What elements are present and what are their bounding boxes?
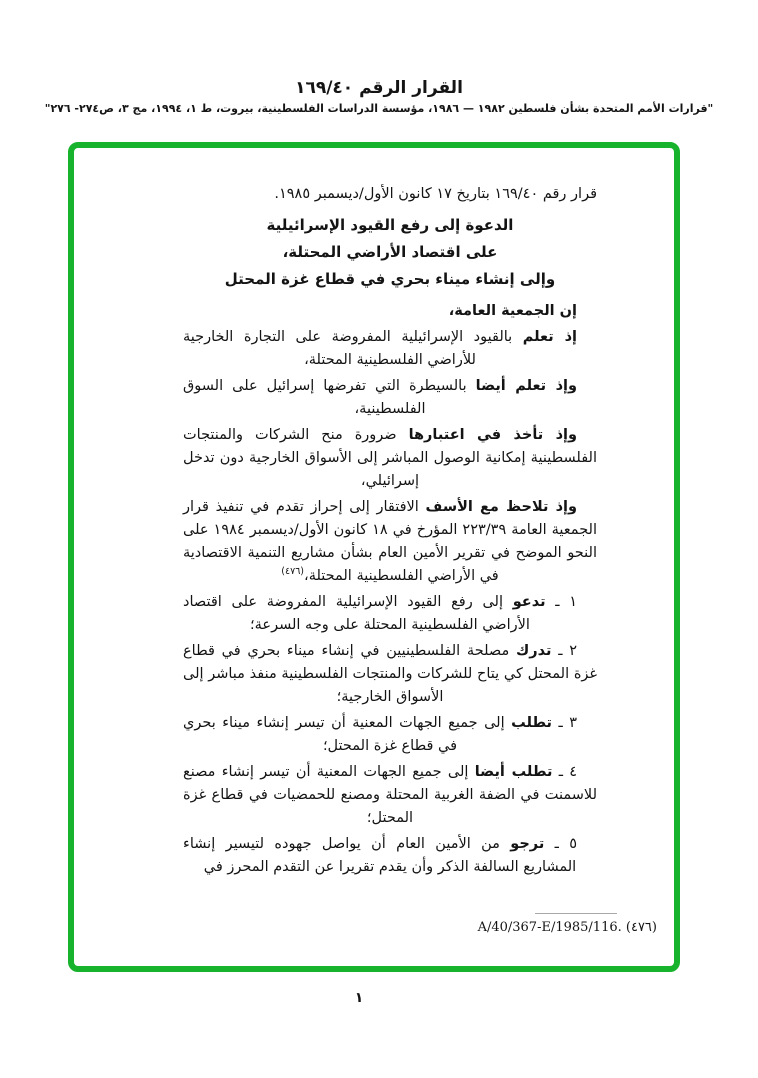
operative-text-1: إلى رفع القيود الإسرائيلية المفروضة على اقتصاد الأراضي الفلسطينية المحتلة على وجه السرعة؛: [183, 594, 530, 633]
operative-text-5: من الأمين العام أن يواصل جهوده لتيسير إنشاء المشاريع السالفة الذكر وأن يقدم تقريرا عن التقدم المحرز في: [183, 836, 577, 875]
operative-text-2: مصلحة الفلسطينيين في إنشاء ميناء بحري في قطاع غزة المحتل كي يتاح للشركات والمنتجات الفلسطينية منفذ مباشر إلى الأسواق الخارجية؛: [183, 643, 597, 705]
preamble-text-3: بالسيطرة التي تفرضها إسرائيل على السوق الفلسطينية،: [183, 378, 467, 417]
preamble-lead-5: وإذ تلاحظ مع الأسف: [425, 499, 578, 515]
operative-paragraph-5: [183, 833, 597, 879]
resolution-title-line-2: على اقتصاد الأراضي المحتلة،: [282, 243, 498, 261]
citation-line: "قرارات الأمم المتحدة بشأن فلسطين ١٩٨٢ — ١٩٨٦، مؤسسة الدراسات الفلسطينية، بيروت، ط ١، ١٩٩٤، مج ٣، ص٢٧٤- ٢٧٦": [44, 102, 714, 115]
footnote-marker: (٤٧٦): [281, 566, 305, 578]
operative-number-3: ٣ ـ: [558, 715, 578, 731]
operative-paragraph-4: [183, 761, 597, 830]
operative-lead-2: تدرك: [515, 643, 552, 659]
footnote-separator: [535, 913, 617, 914]
page-title: القرار الرقم ١٦٩/٤٠: [295, 78, 463, 98]
resolution-intro-line: قرار رقم ١٦٩/٤٠ بتاريخ ١٧ كانون الأول/ديسمبر ١٩٨٥.: [274, 186, 597, 202]
preamble-lead-3: وإذ تعلم أيضا: [475, 378, 577, 394]
preamble-lead-1: إن الجمعية العامة،: [448, 303, 577, 319]
preamble-lead-2: إذ تعلم: [522, 329, 578, 345]
operative-lead-1: تدعو: [512, 594, 546, 610]
preamble-lead-4: وإذ تأخذ في اعتبارها: [408, 427, 578, 443]
operative-lead-5: ترجو: [510, 836, 545, 852]
operative-number-5: ٥ ـ: [554, 836, 578, 852]
preamble-paragraph-5: [183, 496, 597, 588]
preamble-paragraph-3: [183, 375, 597, 421]
operative-number-4: ٤ ـ: [558, 764, 578, 780]
preamble-paragraph-1: [183, 300, 597, 323]
operative-paragraph-1: [183, 591, 597, 637]
resolution-frame: [68, 142, 680, 972]
operative-text-4: إلى جميع الجهات المعنية أن تيسر إنشاء مصنع للاسمنت في الضفة الغربية المحتلة ومصنع للحمضيات في قطاع غزة المحتل؛: [183, 764, 597, 826]
resolution-title: [183, 212, 597, 293]
resolution-title-line-1: الدعوة إلى رفع القيود الإسرائيلية: [266, 216, 514, 234]
operative-number-1: ١ ـ: [555, 594, 578, 610]
preamble-text-2: بالقيود الإسرائيلية المفروضة على التجارة الخارجية للأراضي الفلسطينية المحتلة،: [183, 329, 513, 368]
operative-number-2: ٢ ـ: [558, 643, 578, 659]
resolution-title-line-3: وإلى إنشاء ميناء بحري في قطاع غزة المحتل: [224, 270, 556, 288]
operative-text-3: إلى جميع الجهات المعنية أن تيسر إنشاء ميناء بحري في قطاع غزة المحتل؛: [183, 715, 505, 754]
preamble-paragraph-2: [183, 326, 597, 372]
preamble-paragraph-4: [183, 424, 597, 493]
preamble-text-4: ضرورة منح الشركات والمنتجات الفلسطينية إمكانية الوصول المباشر إلى الأسواق الخارجية دون تدخل إسرائيلي،: [183, 427, 597, 489]
page-number: ١: [354, 990, 364, 1006]
operative-paragraph-2: [183, 640, 597, 709]
operative-lead-4: تطلب أيضا: [474, 764, 553, 780]
operative-lead-3: تطلب: [511, 715, 552, 731]
operative-paragraph-3: [183, 712, 597, 758]
preamble-text-5: الافتقار إلى إحراز تقدم في تنفيذ قرار الجمعية العامة ٢٢٣/٣٩ المؤرخ في ١٨ كانون الأول/ديسمبر ١٩٨٤ على النحو الموضح في تقرير الأمين العام بشأن مشاريع التنمية الاقتصادية في الأراضي الفلسطينية المحتلة،: [183, 499, 597, 584]
document-symbol: A/40/367-E/1985/116. (٤٧٦): [477, 920, 657, 935]
